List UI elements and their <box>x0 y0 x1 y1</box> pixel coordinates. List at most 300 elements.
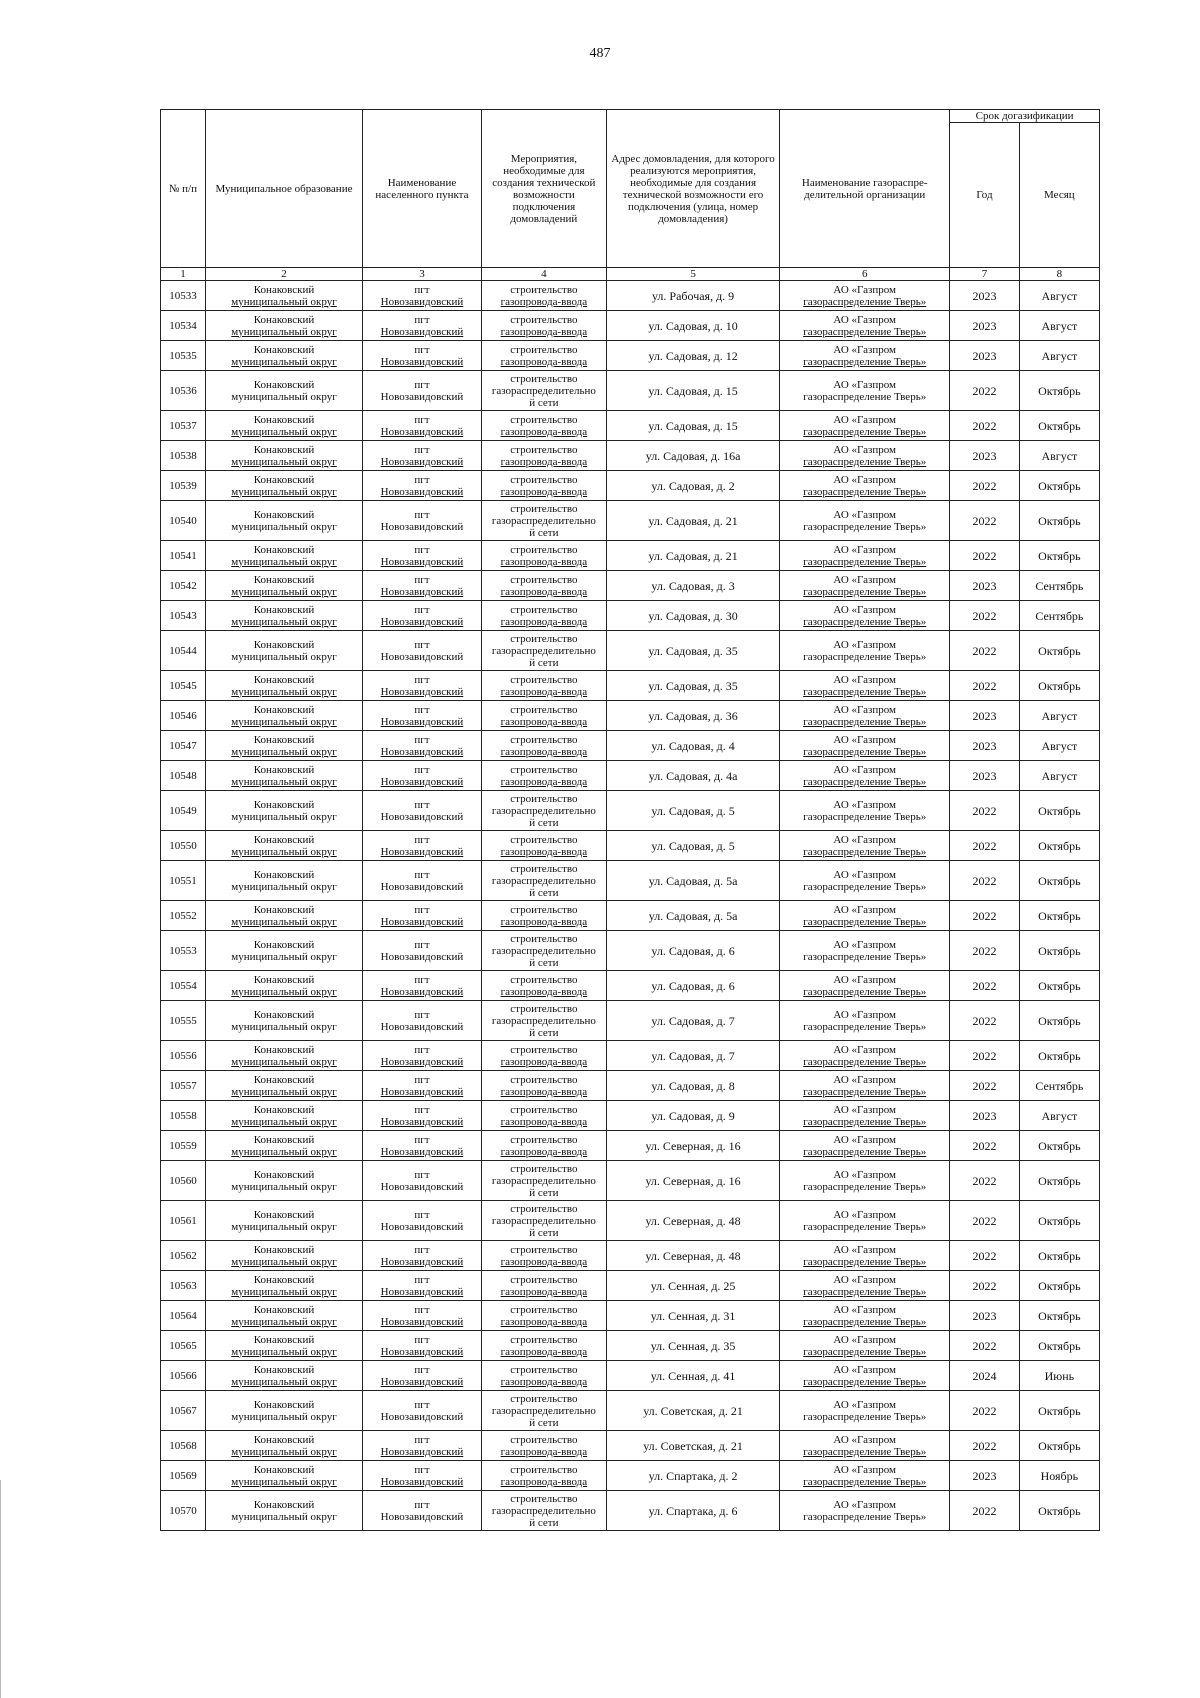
address-cell: ул. Советская, д. 21 <box>606 1391 779 1431</box>
settlement-cell <box>363 1271 482 1301</box>
year-cell: 2023 <box>950 571 1020 601</box>
address-cell: ул. Садовая, д. 16а <box>606 441 779 471</box>
measure-cell <box>481 1071 606 1101</box>
cell-line: Новозавидовский <box>380 1220 464 1233</box>
cell-line: пгт <box>414 868 430 881</box>
cell-line: пгт <box>414 1043 430 1056</box>
year-cell: 2022 <box>950 971 1020 1001</box>
municipality-cell <box>205 861 362 901</box>
cell-line: Новозавидовский <box>380 845 464 858</box>
cell-line: АО «Газпром <box>833 313 896 326</box>
year-cell: 2023 <box>950 311 1020 341</box>
cell-line: Конаковский <box>253 1433 315 1446</box>
cell-line: пгт <box>414 443 430 456</box>
organization-cell <box>780 281 950 311</box>
municipality-cell <box>205 671 362 701</box>
address-cell: ул. Садовая, д. 15 <box>606 411 779 441</box>
address-cell: ул. Садовая, д. 3 <box>606 571 779 601</box>
cell-line: пгт <box>414 1363 430 1376</box>
cell-line: пгт <box>414 1303 430 1316</box>
settlement-cell <box>363 471 482 501</box>
month-cell: Сентябрь <box>1019 601 1099 631</box>
address-cell: ул. Садовая, д. 5 <box>606 791 779 831</box>
cell-line: Конаковский <box>253 1498 315 1511</box>
year-cell: 2024 <box>950 1361 1020 1391</box>
cell-line: строительство <box>510 573 578 586</box>
cell-line: муниципальный округ <box>231 455 337 468</box>
cell-line: строительство <box>510 862 578 875</box>
municipality-cell <box>205 471 362 501</box>
cell-line: Новозавидовский <box>380 355 464 368</box>
cell-line: газораспределение Тверь» <box>803 650 927 663</box>
cell-line: муниципальный округ <box>231 485 337 498</box>
cell-line: строительство <box>510 283 578 296</box>
measure-cell <box>481 701 606 731</box>
municipality-cell <box>205 1241 362 1271</box>
table-row <box>161 1301 1100 1331</box>
organization-cell <box>780 1201 950 1241</box>
cell-line: Новозавидовский <box>380 1180 464 1193</box>
cell-line: газораспределение Тверь» <box>803 1055 927 1068</box>
cell-line: Новозавидовский <box>380 555 464 568</box>
year-cell: 2022 <box>950 411 1020 441</box>
cell-line: АО «Газпром <box>833 798 896 811</box>
organization-cell <box>780 971 950 1001</box>
settlement-cell <box>363 1431 482 1461</box>
cell-line: муниципальный округ <box>231 745 337 758</box>
municipality-cell <box>205 1131 362 1161</box>
cell-line: муниципальный округ <box>231 1085 337 1098</box>
year-cell: 2023 <box>950 341 1020 371</box>
month-cell: Октябрь <box>1019 1391 1099 1431</box>
cell-line: АО «Газпром <box>833 283 896 296</box>
cell-line: Конаковский <box>253 1363 315 1376</box>
measure-cell <box>481 1391 606 1431</box>
cell-line: газопровода-ввода <box>500 555 588 568</box>
table-row <box>161 601 1100 631</box>
measure-cell <box>481 341 606 371</box>
row-number: 10558 <box>161 1101 206 1131</box>
cell-line: газораспределение Тверь» <box>803 1510 927 1523</box>
organization-cell <box>780 1461 950 1491</box>
cell-line: Новозавидовский <box>380 950 464 963</box>
cell-line: пгт <box>414 763 430 776</box>
cell-line: газораспределительно <box>491 384 596 397</box>
cell-line: Конаковский <box>253 603 315 616</box>
cell-line: пгт <box>414 343 430 356</box>
address-cell: ул. Спартака, д. 2 <box>606 1461 779 1491</box>
cell-line: муниципальный округ <box>231 520 337 533</box>
cell-line: Конаковский <box>253 1208 315 1221</box>
settlement-cell <box>363 571 482 601</box>
cell-line: строительство <box>510 1303 578 1316</box>
row-number: 10541 <box>161 541 206 571</box>
organization-cell <box>780 1001 950 1041</box>
organization-cell <box>780 701 950 731</box>
cell-line: АО «Газпром <box>833 543 896 556</box>
cell-line: пгт <box>414 938 430 951</box>
cell-line: АО «Газпром <box>833 1333 896 1346</box>
header-col-month: Месяц <box>1019 123 1099 268</box>
table-row <box>161 371 1100 411</box>
table-row <box>161 761 1100 791</box>
cell-line: муниципальный округ <box>231 585 337 598</box>
cell-line: пгт <box>414 573 430 586</box>
cell-line: газопровода-ввода <box>500 1055 588 1068</box>
cell-line: строительство <box>510 1433 578 1446</box>
cell-line: газораспределительно <box>491 874 596 887</box>
cell-line: Конаковский <box>253 1273 315 1286</box>
cell-line: АО «Газпром <box>833 1398 896 1411</box>
row-number: 10563 <box>161 1271 206 1301</box>
cell-line: пгт <box>414 903 430 916</box>
header-col-year: Год <box>950 123 1020 268</box>
cell-line: газопровода-ввода <box>500 585 588 598</box>
cell-line: Конаковский <box>253 733 315 746</box>
measure-cell <box>481 971 606 1001</box>
month-cell: Октябрь <box>1019 1301 1099 1331</box>
cell-line: газопровода-ввода <box>500 1315 588 1328</box>
municipality-cell <box>205 1041 362 1071</box>
address-cell: ул. Садовая, д. 5а <box>606 861 779 901</box>
header-col-organization: Наименование газораспре-делительной организации <box>780 110 950 268</box>
measure-cell <box>481 1301 606 1331</box>
cell-line: газораспределение Тверь» <box>803 1255 927 1268</box>
address-cell: ул. Северная, д. 16 <box>606 1161 779 1201</box>
measure-cell <box>481 311 606 341</box>
month-cell: Октябрь <box>1019 1431 1099 1461</box>
cell-line: газораспределение Тверь» <box>803 950 927 963</box>
cell-line: газораспределение Тверь» <box>803 1145 927 1158</box>
cell-line: муниципальный округ <box>231 325 337 338</box>
row-number: 10544 <box>161 631 206 671</box>
cell-line: й сети <box>529 886 559 899</box>
measure-cell <box>481 411 606 441</box>
row-number: 10548 <box>161 761 206 791</box>
cell-line: АО «Газпром <box>833 638 896 651</box>
measure-cell <box>481 1241 606 1271</box>
month-cell: Октябрь <box>1019 1491 1099 1531</box>
address-cell: ул. Садовая, д. 36 <box>606 701 779 731</box>
year-cell: 2023 <box>950 731 1020 761</box>
table-row <box>161 1201 1100 1241</box>
cell-line: пгт <box>414 1463 430 1476</box>
month-cell: Октябрь <box>1019 971 1099 1001</box>
table-row <box>161 1101 1100 1131</box>
year-cell: 2022 <box>950 601 1020 631</box>
municipality-cell <box>205 1301 362 1331</box>
settlement-cell <box>363 341 482 371</box>
cell-line: газораспределительно <box>491 644 596 657</box>
month-cell: Октябрь <box>1019 631 1099 671</box>
cell-line: газопровода-ввода <box>500 1255 588 1268</box>
cell-line: Конаковский <box>253 903 315 916</box>
cell-line: Конаковский <box>253 1463 315 1476</box>
municipality-cell <box>205 601 362 631</box>
address-cell: ул. Садовая, д. 8 <box>606 1071 779 1101</box>
table-row <box>161 1431 1100 1461</box>
measure-cell <box>481 1271 606 1301</box>
cell-line: газораспределение Тверь» <box>803 455 927 468</box>
cell-line: АО «Газпром <box>833 703 896 716</box>
settlement-cell <box>363 411 482 441</box>
municipality-cell <box>205 631 362 671</box>
cell-line: газораспределение Тверь» <box>803 425 927 438</box>
header-col-municipality: Муниципальное образование <box>205 110 362 268</box>
column-number: 3 <box>363 268 482 281</box>
address-cell: ул. Сенная, д. 41 <box>606 1361 779 1391</box>
cell-line: пгт <box>414 1103 430 1116</box>
cell-line: АО «Газпром <box>833 443 896 456</box>
cell-line: газораспределение Тверь» <box>803 1475 927 1488</box>
table-row <box>161 1041 1100 1071</box>
column-number: 7 <box>950 268 1020 281</box>
cell-line: пгт <box>414 1333 430 1346</box>
table-row <box>161 411 1100 441</box>
cell-line: Новозавидовский <box>380 915 464 928</box>
organization-cell <box>780 861 950 901</box>
year-cell: 2022 <box>950 1391 1020 1431</box>
cell-line: строительство <box>510 1363 578 1376</box>
municipality-cell <box>205 1001 362 1041</box>
measure-cell <box>481 901 606 931</box>
cell-line: пгт <box>414 733 430 746</box>
cell-line: муниципальный округ <box>231 1345 337 1358</box>
row-number: 10559 <box>161 1131 206 1161</box>
header-col-number: № п/п <box>161 110 206 268</box>
header-col-measures: Мероприятия, необходимые для создания технической возможности подключения домовладений <box>481 110 606 268</box>
year-cell: 2023 <box>950 701 1020 731</box>
cell-line: Конаковский <box>253 1398 315 1411</box>
cell-line: газопровода-ввода <box>500 425 588 438</box>
cell-line: й сети <box>529 816 559 829</box>
cell-line: й сети <box>529 1416 559 1429</box>
cell-line: Конаковский <box>253 1243 315 1256</box>
cell-line: Конаковский <box>253 1008 315 1021</box>
cell-line: АО «Газпром <box>833 833 896 846</box>
settlement-cell <box>363 541 482 571</box>
cell-line: Конаковский <box>253 283 315 296</box>
month-cell: Октябрь <box>1019 831 1099 861</box>
cell-line: газораспределение Тверь» <box>803 985 927 998</box>
cell-line: Новозавидовский <box>380 810 464 823</box>
measure-cell <box>481 1001 606 1041</box>
measure-cell <box>481 861 606 901</box>
cell-line: газораспределение Тверь» <box>803 325 927 338</box>
cell-line: газораспределительно <box>491 944 596 957</box>
organization-cell <box>780 501 950 541</box>
cell-line: Конаковский <box>253 1043 315 1056</box>
cell-line: строительство <box>510 1073 578 1086</box>
cell-line: АО «Газпром <box>833 473 896 486</box>
cell-line: пгт <box>414 833 430 846</box>
year-cell: 2022 <box>950 631 1020 671</box>
cell-line: газораспределение Тверь» <box>803 295 927 308</box>
cell-line: Новозавидовский <box>380 1510 464 1523</box>
cell-line: Новозавидовский <box>380 390 464 403</box>
column-number: 4 <box>481 268 606 281</box>
row-number: 10560 <box>161 1161 206 1201</box>
cell-line: строительство <box>510 973 578 986</box>
municipality-cell <box>205 341 362 371</box>
cell-line: АО «Газпром <box>833 1243 896 1256</box>
measure-cell <box>481 1041 606 1071</box>
table-row <box>161 1271 1100 1301</box>
row-number: 10551 <box>161 861 206 901</box>
address-cell: ул. Садовая, д. 35 <box>606 631 779 671</box>
table-row <box>161 671 1100 701</box>
cell-line: й сети <box>529 1516 559 1529</box>
cell-line: газопровода-ввода <box>500 325 588 338</box>
column-number: 2 <box>205 268 362 281</box>
address-cell: ул. Садовая, д. 35 <box>606 671 779 701</box>
organization-cell <box>780 631 950 671</box>
cell-line: Конаковский <box>253 1333 315 1346</box>
cell-line: газораспределение Тверь» <box>803 685 927 698</box>
municipality-cell <box>205 831 362 861</box>
measure-cell <box>481 571 606 601</box>
month-cell: Октябрь <box>1019 1201 1099 1241</box>
cell-line: Конаковский <box>253 673 315 686</box>
municipality-cell <box>205 791 362 831</box>
settlement-cell <box>363 631 482 671</box>
cell-line: АО «Газпром <box>833 343 896 356</box>
organization-cell <box>780 731 950 761</box>
cell-line: пгт <box>414 798 430 811</box>
cell-line: муниципальный округ <box>231 985 337 998</box>
year-cell: 2022 <box>950 901 1020 931</box>
cell-line: газораспределение Тверь» <box>803 810 927 823</box>
cell-line: АО «Газпром <box>833 1043 896 1056</box>
month-cell: Август <box>1019 281 1099 311</box>
cell-line: газораспределение Тверь» <box>803 390 927 403</box>
cell-line: муниципальный округ <box>231 1055 337 1068</box>
cell-line: газораспределительно <box>491 804 596 817</box>
municipality-cell <box>205 1271 362 1301</box>
cell-line: Новозавидовский <box>380 880 464 893</box>
cell-line: строительство <box>510 1392 578 1405</box>
organization-cell <box>780 571 950 601</box>
cell-line: Новозавидовский <box>380 775 464 788</box>
table-row <box>161 631 1100 671</box>
settlement-cell <box>363 931 482 971</box>
cell-line: строительство <box>510 603 578 616</box>
cell-line: газопровода-ввода <box>500 1145 588 1158</box>
year-cell: 2023 <box>950 441 1020 471</box>
cell-line: пгт <box>414 413 430 426</box>
measure-cell <box>481 471 606 501</box>
table-header <box>161 110 1100 281</box>
municipality-cell <box>205 1101 362 1131</box>
address-cell: ул. Садовая, д. 30 <box>606 601 779 631</box>
year-cell: 2022 <box>950 671 1020 701</box>
row-number: 10547 <box>161 731 206 761</box>
address-cell: ул. Садовая, д. 7 <box>606 1001 779 1041</box>
cell-line: газораспределение Тверь» <box>803 555 927 568</box>
settlement-cell <box>363 281 482 311</box>
cell-line: пгт <box>414 543 430 556</box>
header-srok-gasification: Срок догазификации <box>950 110 1100 123</box>
cell-line: й сети <box>529 956 559 969</box>
cell-line: газораспределение Тверь» <box>803 1375 927 1388</box>
measure-cell <box>481 1461 606 1491</box>
cell-line: Конаковский <box>253 703 315 716</box>
cell-line: газораспределение Тверь» <box>803 520 927 533</box>
cell-line: строительство <box>510 1243 578 1256</box>
row-number: 10535 <box>161 341 206 371</box>
year-cell: 2023 <box>950 1101 1020 1131</box>
month-cell: Август <box>1019 731 1099 761</box>
address-cell: ул. Сенная, д. 35 <box>606 1331 779 1361</box>
cell-line: строительство <box>510 502 578 515</box>
address-cell: ул. Садовая, д. 7 <box>606 1041 779 1071</box>
header-col-settlement: Наименование населенного пункта <box>363 110 482 268</box>
cell-line: Конаковский <box>253 868 315 881</box>
cell-line: АО «Газпром <box>833 508 896 521</box>
measure-cell <box>481 1201 606 1241</box>
cell-line: строительство <box>510 1103 578 1116</box>
cell-line: Новозавидовский <box>380 1475 464 1488</box>
cell-line: АО «Газпром <box>833 573 896 586</box>
row-number: 10536 <box>161 371 206 411</box>
cell-line: Конаковский <box>253 343 315 356</box>
row-number: 10552 <box>161 901 206 931</box>
year-cell: 2022 <box>950 1001 1020 1041</box>
cell-line: муниципальный округ <box>231 555 337 568</box>
month-cell: Сентябрь <box>1019 571 1099 601</box>
cell-line: муниципальный округ <box>231 425 337 438</box>
row-number: 10570 <box>161 1491 206 1531</box>
column-number: 5 <box>606 268 779 281</box>
row-number: 10546 <box>161 701 206 731</box>
month-cell: Октябрь <box>1019 861 1099 901</box>
municipality-cell <box>205 571 362 601</box>
address-cell: ул. Советская, д. 21 <box>606 1431 779 1461</box>
cell-line: муниципальный округ <box>231 685 337 698</box>
table-body <box>161 281 1100 1531</box>
organization-cell <box>780 1161 950 1201</box>
month-cell: Октябрь <box>1019 1041 1099 1071</box>
cell-line: строительство <box>510 1333 578 1346</box>
cell-line: АО «Газпром <box>833 378 896 391</box>
cell-line: газораспределительно <box>491 514 596 527</box>
settlement-cell <box>363 501 482 541</box>
cell-line: АО «Газпром <box>833 603 896 616</box>
table-row <box>161 1241 1100 1271</box>
row-number: 10543 <box>161 601 206 631</box>
cell-line: АО «Газпром <box>833 1303 896 1316</box>
row-number: 10539 <box>161 471 206 501</box>
row-number: 10534 <box>161 311 206 341</box>
cell-line: АО «Газпром <box>833 1363 896 1376</box>
cell-line: Новозавидовский <box>380 985 464 998</box>
cell-line: Конаковский <box>253 763 315 776</box>
address-cell: ул. Садовая, д. 10 <box>606 311 779 341</box>
cell-line: пгт <box>414 973 430 986</box>
address-cell: ул. Садовая, д. 5 <box>606 831 779 861</box>
cell-line: газораспределительно <box>491 1014 596 1027</box>
address-cell: ул. Садовая, д. 9 <box>606 1101 779 1131</box>
year-cell: 2022 <box>950 541 1020 571</box>
table-row <box>161 861 1100 901</box>
municipality-cell <box>205 931 362 971</box>
cell-line: пгт <box>414 1273 430 1286</box>
cell-line: Новозавидовский <box>380 1145 464 1158</box>
municipality-cell <box>205 1071 362 1101</box>
table-row <box>161 1331 1100 1361</box>
measure-cell <box>481 541 606 571</box>
municipality-cell <box>205 1161 362 1201</box>
